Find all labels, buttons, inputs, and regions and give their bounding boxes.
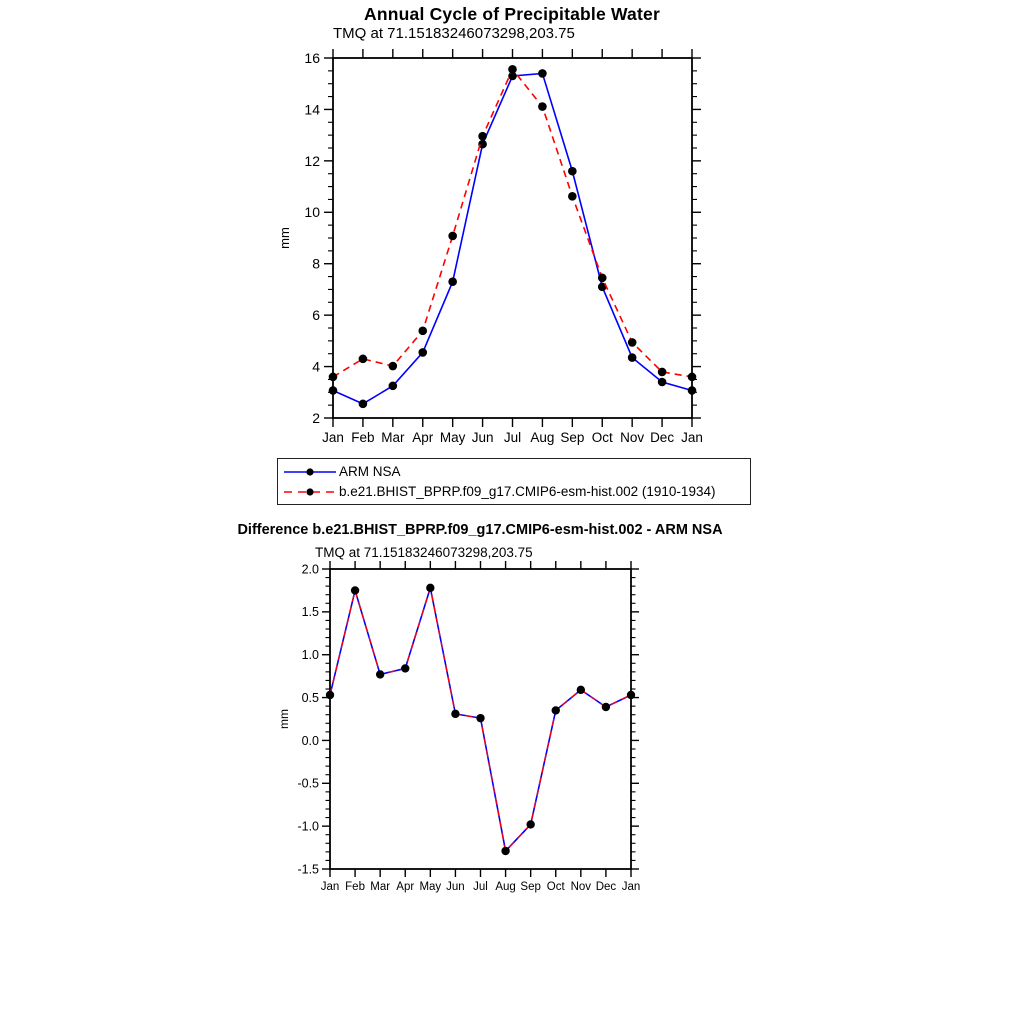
data-point-marker: [418, 348, 427, 357]
x-tick-label: Jan: [322, 430, 344, 445]
y-tick-label: 1.5: [301, 605, 319, 620]
y-tick-label: 4: [312, 358, 320, 375]
data-point-marker: [329, 386, 338, 395]
data-point-marker: [658, 378, 667, 387]
data-point-marker: [351, 586, 359, 594]
data-point-marker: [526, 820, 534, 828]
y-tick-label: 6: [312, 307, 320, 324]
y-tick-label: 10: [304, 204, 320, 221]
data-point-marker: [538, 69, 547, 78]
chart2-y-axis: [297, 562, 639, 876]
chart1-subtitle: TMQ at 71.15183246073298,203.75: [333, 25, 575, 42]
y-tick-label: 12: [304, 152, 320, 169]
data-point-marker: [376, 670, 384, 678]
data-point-marker: [389, 362, 398, 371]
data-point-marker: [359, 355, 368, 364]
x-tick-label: Oct: [591, 430, 613, 445]
chart2-plot-area: [277, 561, 640, 893]
legend-marker-dot: [306, 468, 313, 475]
x-tick-label: Mar: [370, 881, 391, 893]
legend-label-arm-nsa: ARM NSA: [339, 464, 401, 479]
x-tick-label: Mar: [381, 430, 405, 445]
data-point-marker: [329, 373, 338, 382]
x-tick-label: Oct: [546, 881, 565, 893]
data-point-marker: [359, 400, 368, 409]
legend-marker-dot: [306, 488, 313, 495]
x-tick-label: Jun: [471, 430, 494, 445]
data-point-marker: [501, 847, 509, 855]
y-tick-label: 0.5: [301, 690, 319, 705]
chart2-y-axis-title: mm: [277, 709, 291, 729]
x-tick-label: Apr: [412, 430, 434, 445]
chart1-frame: [333, 58, 692, 418]
x-tick-label: Jan: [681, 430, 703, 445]
chart1-plot-area: [277, 49, 703, 445]
x-tick-label: Nov: [570, 881, 592, 893]
chart2-x-axis: [321, 561, 641, 893]
x-tick-label: Feb: [345, 881, 365, 893]
x-tick-label: Nov: [620, 430, 645, 445]
data-point-marker: [602, 703, 610, 711]
legend-box: [277, 458, 751, 505]
chart2-subtitle: TMQ at 71.15183246073298,203.75: [315, 545, 533, 560]
x-tick-label: Apr: [396, 881, 415, 893]
data-point-marker: [552, 706, 560, 714]
data-point-marker: [451, 710, 459, 718]
data-point-marker: [658, 368, 667, 377]
x-tick-label: Jul: [473, 881, 488, 893]
data-point-marker: [628, 353, 637, 362]
data-point-marker: [426, 584, 434, 592]
data-point-marker: [538, 102, 547, 111]
x-tick-label: Aug: [530, 430, 555, 445]
chart1-x-axis: [322, 49, 703, 445]
chart1-y-axis: [304, 50, 701, 426]
data-point-marker: [568, 192, 577, 201]
data-point-marker: [448, 232, 457, 241]
y-tick-label: 8: [312, 255, 320, 272]
x-tick-label: Jul: [503, 430, 522, 445]
data-point-marker: [577, 686, 585, 694]
data-point-marker: [598, 274, 607, 283]
y-tick-label: 2: [312, 409, 320, 426]
chart2-series-0: [326, 584, 635, 856]
y-tick-label: -0.5: [297, 776, 319, 791]
data-point-marker: [476, 714, 484, 722]
x-tick-label: Dec: [650, 430, 675, 445]
x-tick-label: Aug: [495, 881, 516, 893]
data-point-marker: [688, 386, 697, 395]
chart2-title: Difference b.e21.BHIST_BPRP.f09_g17.CMIP6-esm-hist.002 - ARM NSA: [237, 522, 723, 538]
data-point-marker: [478, 132, 487, 141]
x-tick-label: May: [419, 881, 442, 893]
x-tick-label: Jan: [621, 881, 641, 893]
chart1-y-axis-title: mm: [277, 227, 292, 249]
y-tick-label: -1.0: [297, 819, 319, 834]
y-tick-label: 1.0: [301, 648, 319, 663]
y-tick-label: 2.0: [301, 562, 319, 577]
legend-line-sample-solid: [283, 466, 337, 478]
x-tick-label: Sep: [520, 881, 541, 893]
y-tick-label: 0.0: [301, 733, 319, 748]
x-tick-label: Feb: [351, 430, 375, 445]
x-tick-label: May: [439, 430, 466, 445]
x-tick-label: Jun: [446, 881, 465, 893]
data-point-marker: [568, 167, 577, 176]
legend-line-sample-dashed: [283, 486, 337, 498]
data-point-marker: [389, 382, 398, 391]
x-tick-label: Jan: [320, 881, 340, 893]
data-point-marker: [627, 691, 635, 699]
legend-item-arm-nsa: [283, 462, 750, 482]
chart1-title: Annual Cycle of Precipitable Water: [364, 4, 660, 24]
x-tick-label: Dec: [595, 881, 617, 893]
legend-label-model: b.e21.BHIST_BPRP.f09_g17.CMIP6-esm-hist.002 (1910-1934): [339, 484, 716, 499]
data-point-marker: [508, 65, 517, 74]
data-point-marker: [628, 338, 637, 347]
x-tick-label: Sep: [560, 430, 585, 445]
legend-item-model: [283, 482, 750, 502]
data-point-marker: [326, 691, 334, 699]
y-tick-label: 16: [304, 49, 320, 66]
data-point-marker: [401, 664, 409, 672]
data-point-marker: [448, 277, 457, 286]
y-tick-label: -1.5: [297, 862, 319, 877]
chart1-series-0: [329, 69, 697, 408]
chart1-series-1: [329, 65, 697, 381]
data-point-marker: [688, 373, 697, 382]
y-tick-label: 14: [304, 101, 320, 118]
data-point-marker: [418, 327, 427, 336]
